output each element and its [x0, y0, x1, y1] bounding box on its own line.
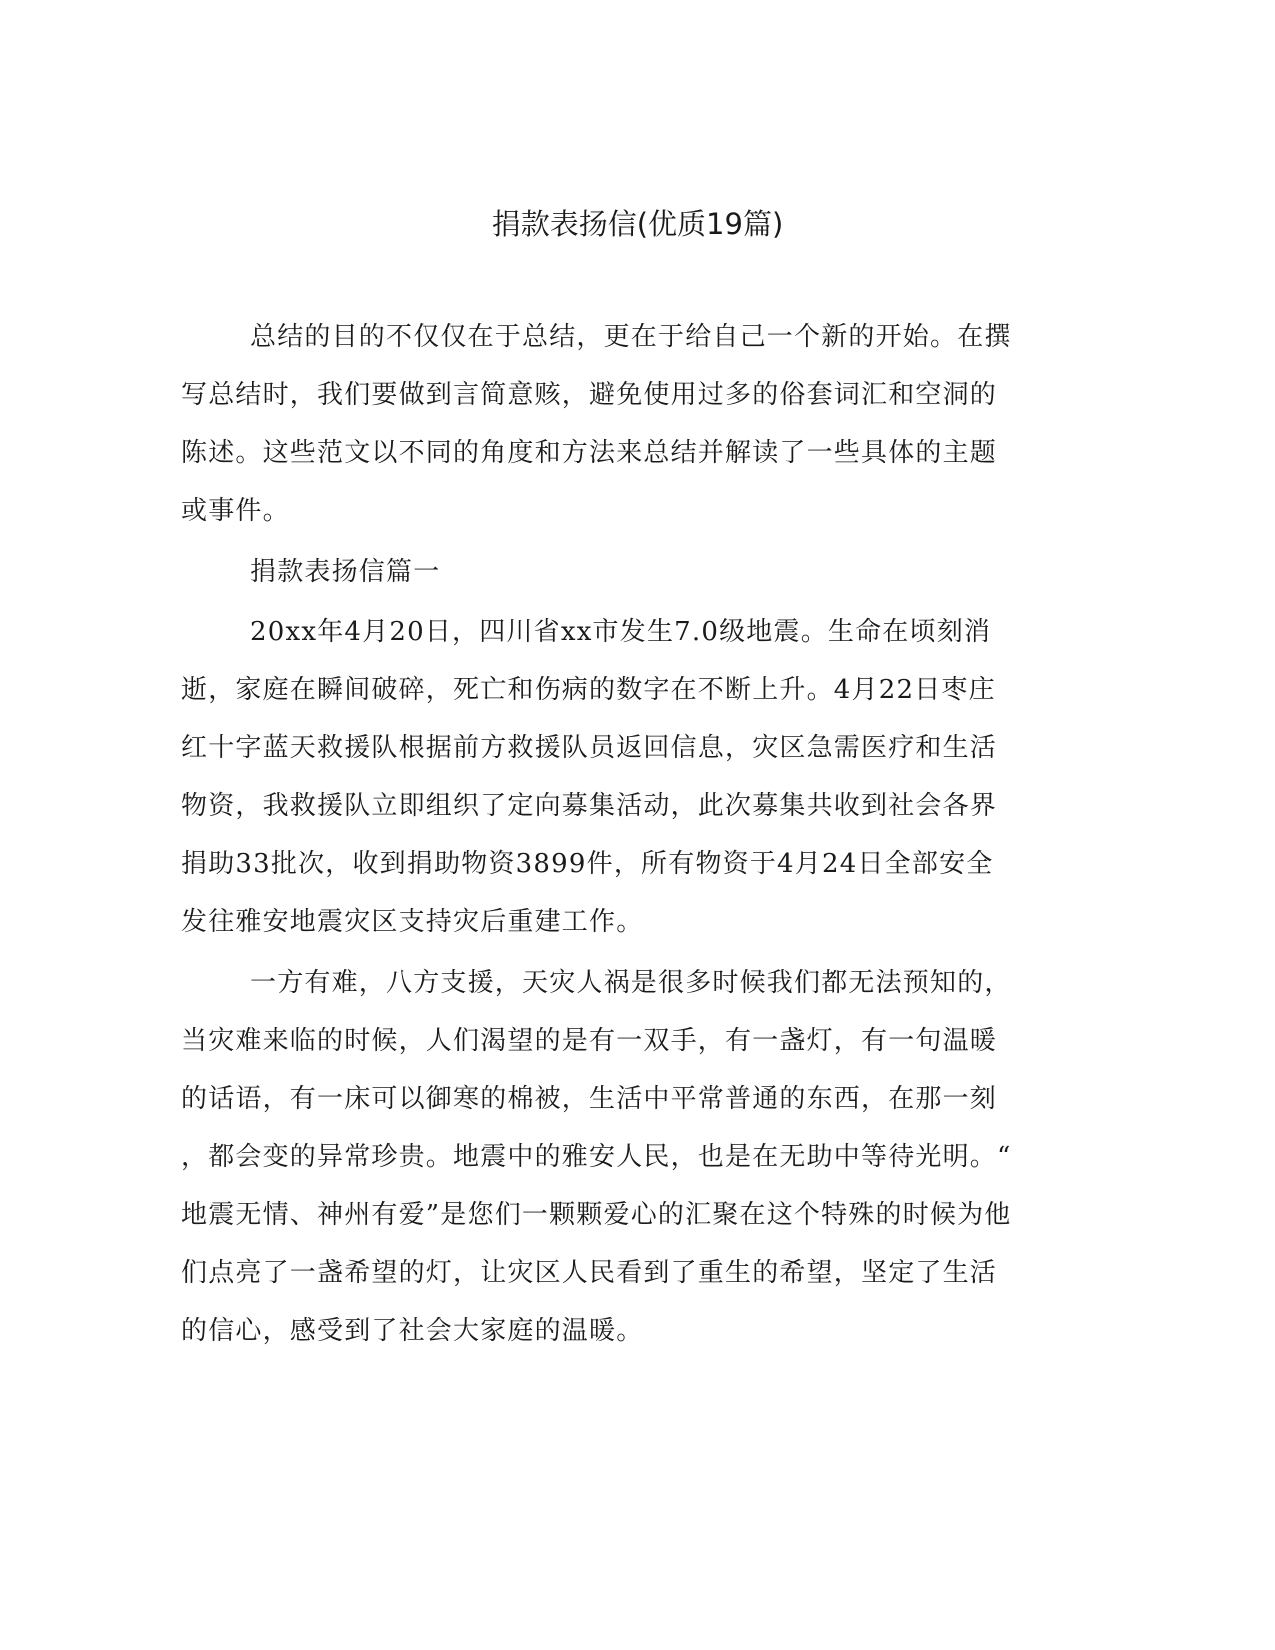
paragraph-line: 逝，家庭在瞬间破碎，死亡和伤病的数字在不断上升。4月22日枣庄	[181, 675, 996, 705]
intro-line: 总结的目的不仅仅在于总结，更在于给自己一个新的开始。在撰	[250, 322, 1012, 352]
intro-line: 写总结时，我们要做到言简意赅，避免使用过多的俗套词汇和空洞的	[181, 380, 998, 410]
paragraph-line: ，都会变的异常珍贵。地震中的雅安人民，也是在无助中等待光明。“	[181, 1142, 1012, 1172]
intro-line: 或事件。	[181, 496, 290, 526]
paragraph-line: 当灾难来临的时候，人们渴望的是有一双手，有一盏灯，有一句温暖	[181, 1026, 998, 1056]
paragraph-line: 捐助33批次，收到捐助物资3899件，所有物资于4月24日全部安全	[181, 849, 994, 879]
paragraph-line: 们点亮了一盏希望的灯，让灾区人民看到了重生的希望，坚定了生活	[181, 1258, 998, 1288]
paragraph-line: 红十字蓝天救援队根据前方救援队员返回信息，灾区急需医疗和生活	[181, 733, 998, 763]
section-heading: 捐款表扬信篇一	[250, 557, 441, 587]
paragraph-line: 的信心，感受到了社会大家庭的温暖。	[181, 1316, 644, 1346]
paragraph-line: 地震无情、神州有爱”是您们一颗颗爱心的汇聚在这个特殊的时候为他	[181, 1200, 1012, 1230]
paragraph-line: 的话语，有一床可以御寒的棉被，生活中平常普通的东西，在那一刻	[181, 1084, 998, 1114]
paragraph-line: 发往雅安地震灾区支持灾后重建工作。	[181, 907, 644, 937]
paragraph-line: 20xx年4月20日，四川省xx市发生7.0级地震。生命在顷刻消	[250, 617, 992, 647]
intro-line: 陈述。这些范文以不同的角度和方法来总结并解读了一些具体的主题	[181, 438, 998, 468]
paragraph-line: 一方有难，八方支援，天灾人祸是很多时候我们都无法预知的，	[250, 968, 1012, 998]
document-title: 捐款表扬信(优质19篇)	[491, 207, 784, 241]
paragraph-line: 物资，我救援队立即组织了定向募集活动，此次募集共收到社会各界	[181, 791, 998, 821]
